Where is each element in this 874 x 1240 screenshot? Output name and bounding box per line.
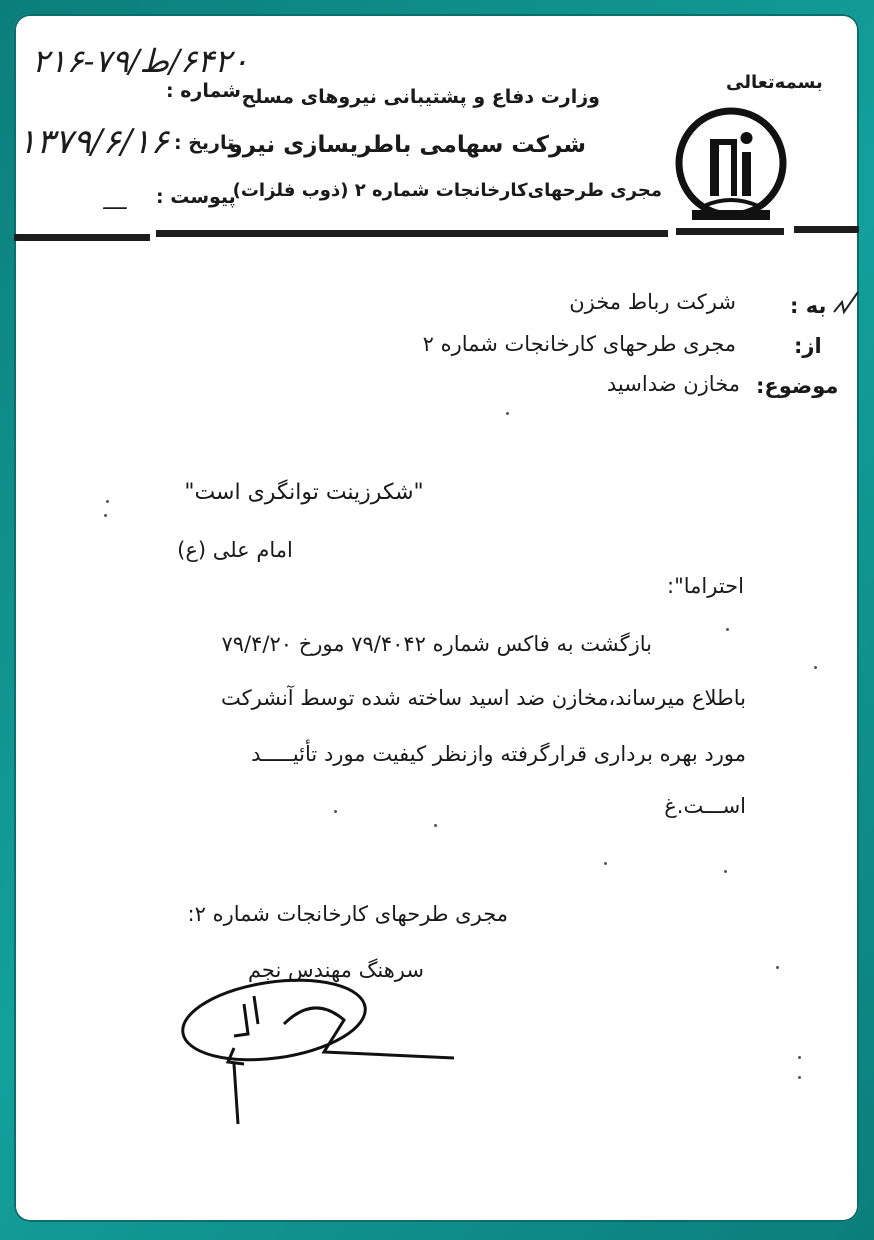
scan-speck: [776, 966, 779, 969]
scan-speck: [104, 514, 107, 517]
number-label: شماره :: [166, 80, 241, 102]
scan-speck: [798, 1056, 801, 1059]
to-label: به :: [790, 294, 827, 318]
signature-office: مجری طرحهای کارخانجات شماره ۲:: [187, 902, 508, 926]
handwritten-signature: [174, 964, 474, 1128]
scan-speck: [724, 870, 727, 873]
scan-speck: [506, 412, 509, 415]
to-value: شرکت رباط مخزن: [569, 290, 736, 314]
subject-label: موضوع:: [756, 374, 839, 398]
header-rule-end: [794, 226, 859, 233]
handwritten-number: ۶۴۲۰/ط/۷۹-۲۱۶: [32, 42, 249, 80]
quote-text: "شکرزینت توانگری است": [184, 480, 424, 505]
scan-speck: [726, 628, 729, 631]
header-rule-middle: [156, 230, 668, 237]
date-label: تاریخ :: [174, 132, 235, 154]
scan-speck: [604, 862, 607, 865]
ministry-title: وزارت دفاع و پشتیبانی نیروهای مسلح: [241, 86, 600, 108]
scan-speck: [814, 666, 817, 669]
body-line-4: اســـت.غ: [664, 794, 746, 818]
invocation: بسمه‌تعالی: [726, 72, 823, 93]
division-name: مجری طرحهای‌کارخانجات شماره ۲ (ذوب فلزات): [232, 180, 662, 201]
body-line-2: باطلاع میرساند،مخازن ضد اسید ساخته شده توسط آنشرکت: [221, 686, 746, 710]
handwritten-attachment: —: [102, 192, 128, 222]
quote-attribution: امام علی (ع): [177, 538, 293, 562]
letter-page: [14, 14, 859, 1222]
scan-speck: [434, 824, 437, 827]
company-logo: [674, 106, 788, 224]
scan-speck: [334, 810, 337, 813]
scan-speck: [798, 1076, 801, 1079]
checkmark-icon: [832, 290, 859, 320]
header-rule-right: [676, 228, 784, 235]
scan-speck: [106, 500, 109, 503]
body-line-1: بازگشت به فاکس شماره ۷۹/۴۰۴۲ مورخ ۷۹/۴/۲۰: [221, 632, 652, 656]
salutation: احتراما":: [667, 574, 744, 598]
signatory-name: سرهنگ مهندس نجم: [247, 958, 424, 982]
attachment-label: پیوست :: [156, 186, 236, 208]
logo-emblem-icon: [674, 106, 788, 224]
handwritten-date: ۱۳۷۹/۶/۱۶: [18, 122, 169, 162]
body-line-3: مورد بهره برداری قرارگرفته وازنظر کیفیت مورد تأئیـــــد: [251, 742, 746, 766]
from-value: مجری طرحهای کارخانجات شماره ۲: [422, 332, 736, 356]
subject-value: مخازن ضداسید: [606, 372, 740, 396]
from-label: از:: [794, 334, 822, 358]
header-rule-left: [14, 234, 150, 241]
company-name: شرکت سهامی باطریسازی نیرو: [228, 132, 586, 158]
